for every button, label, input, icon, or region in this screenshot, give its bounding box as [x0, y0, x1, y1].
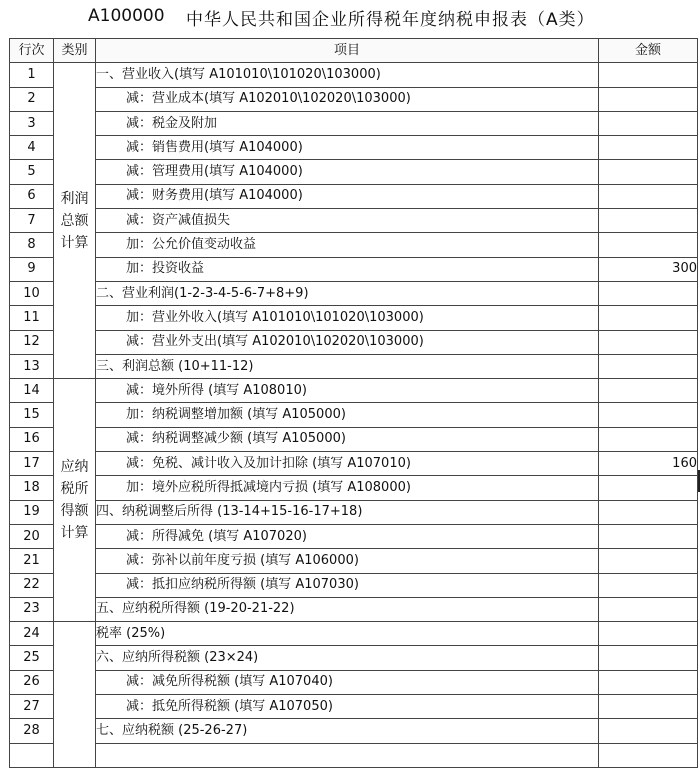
amount-cell[interactable]	[599, 281, 698, 305]
item-label: 减：弥补以前年度亏损 (填写 A106000)	[96, 549, 599, 573]
table-row	[10, 257, 698, 281]
table-row	[10, 160, 698, 184]
item-label: 减：纳税调整减少额 (填写 A105000)	[96, 427, 599, 451]
table-row	[10, 476, 698, 500]
line-number: 14	[10, 379, 54, 403]
line-number: 3	[10, 111, 54, 135]
item-label: 减：营业外支出(填写 A102010\102020\103000)	[96, 330, 599, 354]
amount-cell[interactable]	[599, 330, 698, 354]
amount-cell[interactable]	[599, 622, 698, 646]
amount-cell[interactable]	[599, 379, 698, 403]
item-label: 减：抵免所得税额 (填写 A107050)	[96, 695, 599, 719]
amount-cell[interactable]	[599, 549, 698, 573]
item-label: 加：投资收益	[96, 257, 599, 281]
item-label: 加：营业外收入(填写 A101010\101020\103000)	[96, 306, 599, 330]
table-row	[10, 573, 698, 597]
amount-cell[interactable]	[599, 476, 698, 500]
header-line: 行次	[10, 39, 54, 63]
table-row	[10, 500, 698, 524]
tax-return-table	[9, 38, 698, 768]
table-row	[10, 379, 698, 403]
line-number: 11	[10, 306, 54, 330]
line-number: 2	[10, 87, 54, 111]
table-row	[10, 622, 698, 646]
category-profit: 利润 总额 计算	[54, 63, 96, 379]
amount-cell[interactable]	[599, 87, 698, 111]
header-category: 类别	[54, 39, 96, 63]
line-number: 19	[10, 500, 54, 524]
line-number: 23	[10, 597, 54, 621]
amount-cell[interactable]	[599, 573, 698, 597]
amount-cell[interactable]	[599, 403, 698, 427]
amount-cell[interactable]	[599, 719, 698, 743]
form-title	[0, 0, 700, 38]
amount-cell[interactable]	[599, 160, 698, 184]
amount-cell[interactable]: 160	[599, 452, 698, 476]
amount-cell[interactable]	[599, 427, 698, 451]
item-label: 减：抵扣应纳税所得额 (填写 A107030)	[96, 573, 599, 597]
table-row	[10, 306, 698, 330]
form-code: A100000	[88, 6, 165, 26]
item-label: 减：所得减免 (填写 A107020)	[96, 524, 599, 548]
item-label: 减：免税、减计收入及加计扣除 (填写 A107010)	[96, 452, 599, 476]
line-number: 4	[10, 136, 54, 160]
amount-cell[interactable]	[599, 184, 698, 208]
item-label: 加：公允价值变动收益	[96, 233, 599, 257]
line-number: 20	[10, 524, 54, 548]
line-number: 9	[10, 257, 54, 281]
line-number: 8	[10, 233, 54, 257]
item-label: 减：境外所得 (填写 A108010)	[96, 379, 599, 403]
line-number: 22	[10, 573, 54, 597]
line-number: 18	[10, 476, 54, 500]
item-label: 二、营业利润(1-2-3-4-5-6-7+8+9)	[96, 281, 599, 305]
amount-cell[interactable]	[599, 500, 698, 524]
amount-cell[interactable]: 300	[599, 257, 698, 281]
header-item: 项目	[96, 39, 599, 63]
table-row	[10, 597, 698, 621]
item-label: 七、应纳税额 (25-26-27)	[96, 719, 599, 743]
table-row	[10, 209, 698, 233]
amount-cell[interactable]	[599, 111, 698, 135]
line-number: 28	[10, 719, 54, 743]
item-label: 税率 (25%)	[96, 622, 599, 646]
table-row	[10, 719, 698, 743]
item-label: 减：营业成本(填写 A102010\102020\103000)	[96, 87, 599, 111]
category-taxable: 应纳 税所 得额 计算	[54, 379, 96, 622]
line-number: 5	[10, 160, 54, 184]
amount-cell[interactable]	[599, 209, 698, 233]
line-number: 12	[10, 330, 54, 354]
table-row	[10, 330, 698, 354]
table-row	[10, 354, 698, 378]
table-row	[10, 403, 698, 427]
table-row	[10, 670, 698, 694]
line-number: 6	[10, 184, 54, 208]
item-label: 加：境外应税所得抵减境内亏损 (填写 A108000)	[96, 476, 599, 500]
table-row	[10, 695, 698, 719]
table-row	[10, 427, 698, 451]
line-number: 17	[10, 452, 54, 476]
line-number: 25	[10, 646, 54, 670]
form-name: 中华人民共和国企业所得税年度纳税申报表（A类）	[186, 10, 595, 30]
amount-cell[interactable]	[599, 354, 698, 378]
line-number: 21	[10, 549, 54, 573]
item-label: 减：减免所得税额 (填写 A107040)	[96, 670, 599, 694]
item-label: 四、纳税调整后所得 (13-14+15-16-17+18)	[96, 500, 599, 524]
item-label: 三、利润总额 (10+11-12)	[96, 354, 599, 378]
amount-cell[interactable]	[599, 306, 698, 330]
amount-cell[interactable]	[599, 524, 698, 548]
table-row	[10, 63, 698, 87]
table-row	[10, 281, 698, 305]
table-row	[10, 184, 698, 208]
category-tax	[54, 622, 96, 768]
table-row	[10, 549, 698, 573]
header-amount: 金额	[599, 39, 698, 63]
line-number: 27	[10, 695, 54, 719]
amount-cell[interactable]	[599, 136, 698, 160]
header-row	[10, 39, 698, 63]
line-number: 16	[10, 427, 54, 451]
item-label: 减：资产减值损失	[96, 209, 599, 233]
line-number: 7	[10, 209, 54, 233]
line-number: 10	[10, 281, 54, 305]
item-label: 减：销售费用(填写 A104000)	[96, 136, 599, 160]
item-label: 减：财务费用(填写 A104000)	[96, 184, 599, 208]
item-label: 减：管理费用(填写 A104000)	[96, 160, 599, 184]
table-row	[10, 233, 698, 257]
amount-cell[interactable]	[599, 670, 698, 694]
amount-cell[interactable]	[599, 646, 698, 670]
item-label: 六、应纳所得税额 (23×24)	[96, 646, 599, 670]
table-row	[10, 524, 698, 548]
table-row	[10, 136, 698, 160]
line-number: 13	[10, 354, 54, 378]
line-number: 1	[10, 63, 54, 87]
amount-cell[interactable]	[599, 63, 698, 87]
amount-cell[interactable]	[599, 597, 698, 621]
table-row	[10, 87, 698, 111]
amount-cell[interactable]	[599, 233, 698, 257]
item-label: 加：纳税调整增加额 (填写 A105000)	[96, 403, 599, 427]
amount-cell[interactable]	[599, 695, 698, 719]
table-row	[10, 452, 698, 476]
item-label: 一、营业收入(填写 A101010\101020\103000)	[96, 63, 599, 87]
line-number: 26	[10, 670, 54, 694]
line-number: 24	[10, 622, 54, 646]
item-label: 减：税金及附加	[96, 111, 599, 135]
table-row	[10, 111, 698, 135]
item-label: 五、应纳税所得额 (19-20-21-22)	[96, 597, 599, 621]
table-row	[10, 646, 698, 670]
line-number: 15	[10, 403, 54, 427]
